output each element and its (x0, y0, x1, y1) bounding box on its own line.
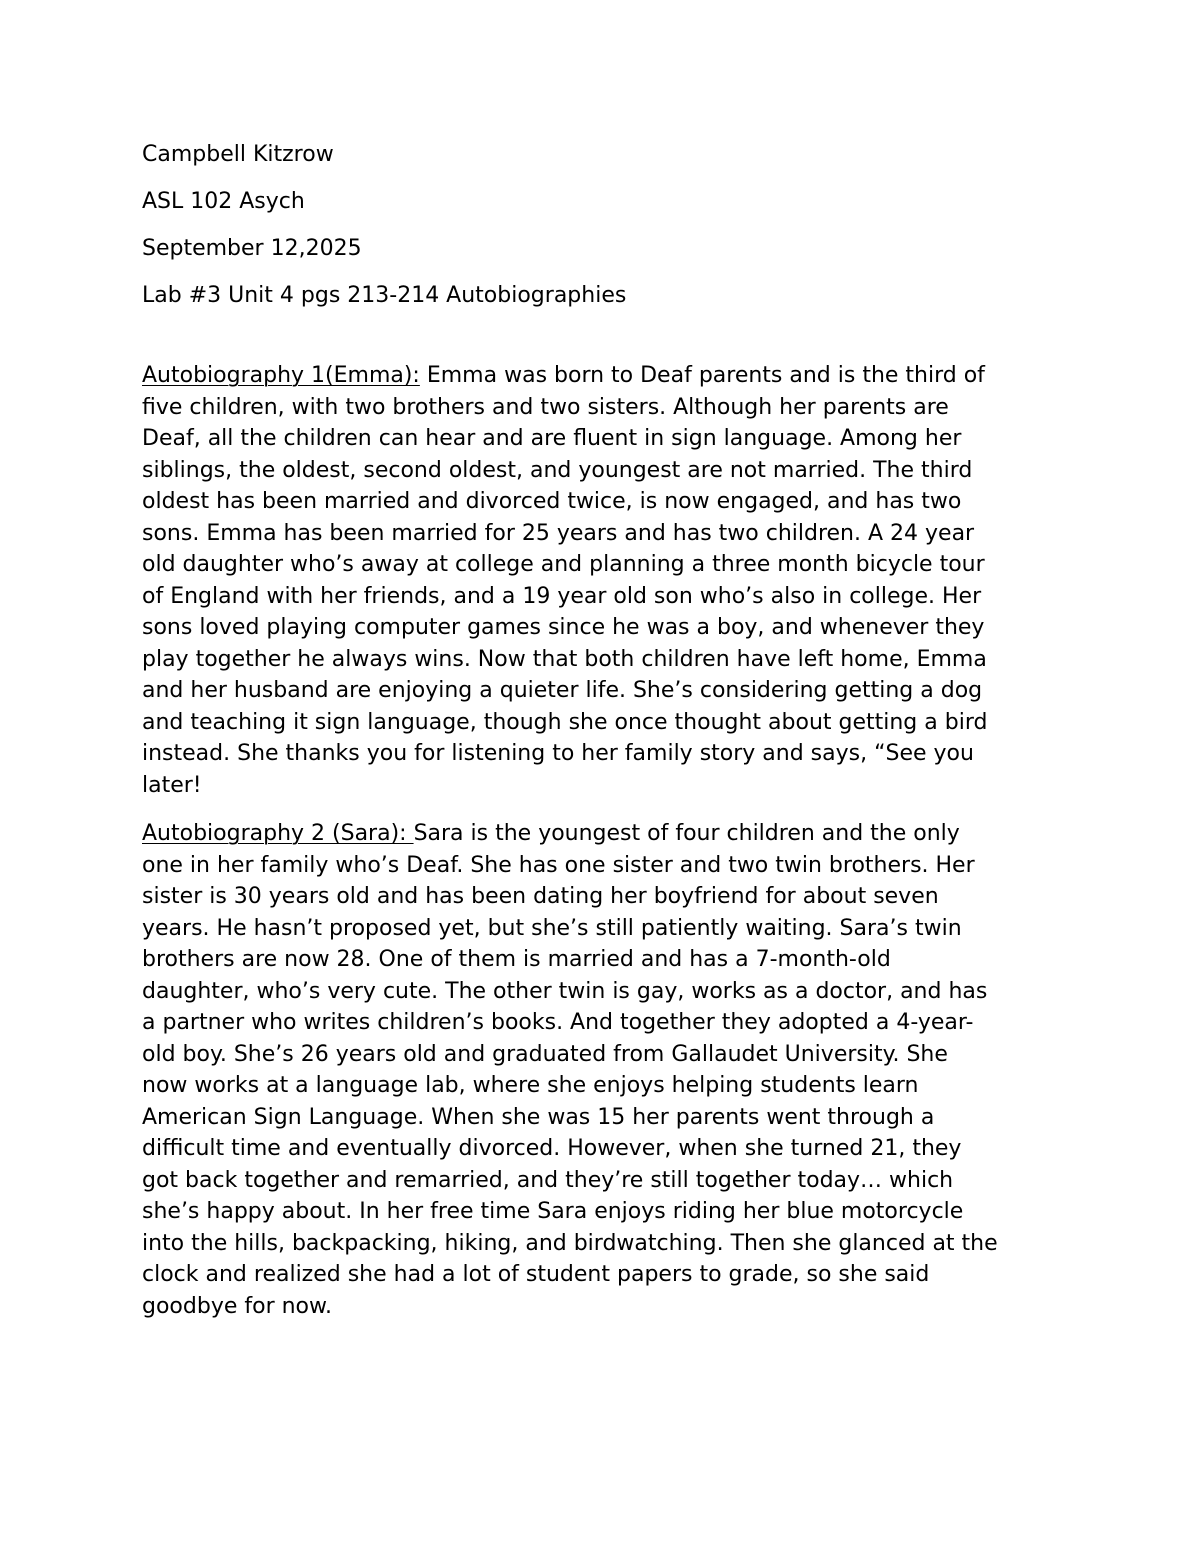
paragraph-line: years. He hasn’t proposed yet, but she’s still patiently waiting. Sara’s twin (142, 915, 962, 941)
course-name: ASL 102 Asych (142, 189, 305, 214)
paragraph-line: American Sign Language. When she was 15 her parents went through a (142, 1104, 935, 1130)
paragraph-line: into the hills, backpacking, hiking, and birdwatching. Then she glanced at the (142, 1230, 998, 1256)
document-header (142, 140, 1072, 328)
autobiography-2-paragraph (142, 818, 1072, 1322)
paragraph-line: sister is 30 years old and has been dating her boyfriend for about seven (142, 884, 939, 909)
paragraph-line (142, 818, 1072, 850)
paragraph-line: later! (142, 772, 202, 798)
paragraph-line: got back together and remarried, and they’re still together today… which (142, 1167, 954, 1193)
paragraph-line-text: Emma was born to Deaf parents and is the third of (419, 363, 985, 388)
paragraph-line: difficult time and eventually divorced. However, when she turned 21, they (142, 1136, 962, 1161)
paragraph-line: goodbye for now. (142, 1293, 332, 1319)
paragraph-line: a partner who writes children’s books. And together they adopted a 4-year- (142, 1010, 974, 1035)
paragraph-line: she’s happy about. In her free time Sara enjoys riding her blue motorcycle (142, 1199, 964, 1224)
paragraph-line: now works at a language lab, where she enjoys helping students learn (142, 1073, 919, 1098)
paragraph-line: clock and realized she had a lot of student papers to grade, so she said (142, 1262, 930, 1287)
autobiography-1-paragraph (142, 360, 1072, 801)
paragraph-line: one in her family who’s Deaf. She has one sister and two twin brothers. Her (142, 852, 975, 878)
paragraph-line: old boy. She’s 26 years old and graduated from Gallaudet University. She (142, 1041, 948, 1067)
paragraph-line: sons loved playing computer games since he was a boy, and whenever they (142, 615, 985, 640)
paragraph-line: sons. Emma has been married for 25 years and has two children. A 24 year (142, 520, 975, 546)
paragraph-line: of England with her friends, and a 19 year old son who’s also in college. Her (142, 583, 982, 609)
paragraph-line: old daughter who’s away at college and planning a three month bicycle tour (142, 552, 985, 577)
paragraph-line: and her husband are enjoying a quieter life. She’s considering getting a dog (142, 678, 983, 703)
paragraph-line: five children, with two brothers and two sisters. Although her parents are (142, 394, 949, 420)
author-name: Campbell Kitzrow (142, 142, 334, 167)
paragraph-line (142, 360, 1072, 392)
assignment-title: Lab #3 Unit 4 pgs 213-214 Autobiographies (142, 283, 627, 308)
autobiography-1-label: Autobiography 1(Emma): (142, 363, 420, 388)
document-date: September 12,2025 (142, 236, 362, 261)
paragraph-line: and teaching it sign language, though she once thought about getting a bird (142, 709, 988, 735)
paragraph-line: instead. She thanks you for listening to her family story and says, “See you (142, 741, 974, 766)
autobiography-2-label: Autobiography 2 (Sara): (142, 821, 414, 846)
paragraph-line: oldest has been married and divorced twice, is now engaged, and has two (142, 489, 962, 514)
paragraph-line: brothers are now 28. One of them is married and has a 7-month-old (142, 947, 891, 972)
paragraph-line: daughter, who’s very cute. The other twin is gay, works as a doctor, and has (142, 978, 988, 1004)
paragraph-line: Deaf, all the children can hear and are fluent in sign language. Among her (142, 426, 962, 451)
paragraph-line: play together he always wins. Now that both children have left home, Emma (142, 646, 987, 672)
paragraph-line: siblings, the oldest, second oldest, and youngest are not married. The third (142, 457, 973, 483)
paragraph-line-text: Sara is the youngest of four children and the only (413, 821, 960, 846)
